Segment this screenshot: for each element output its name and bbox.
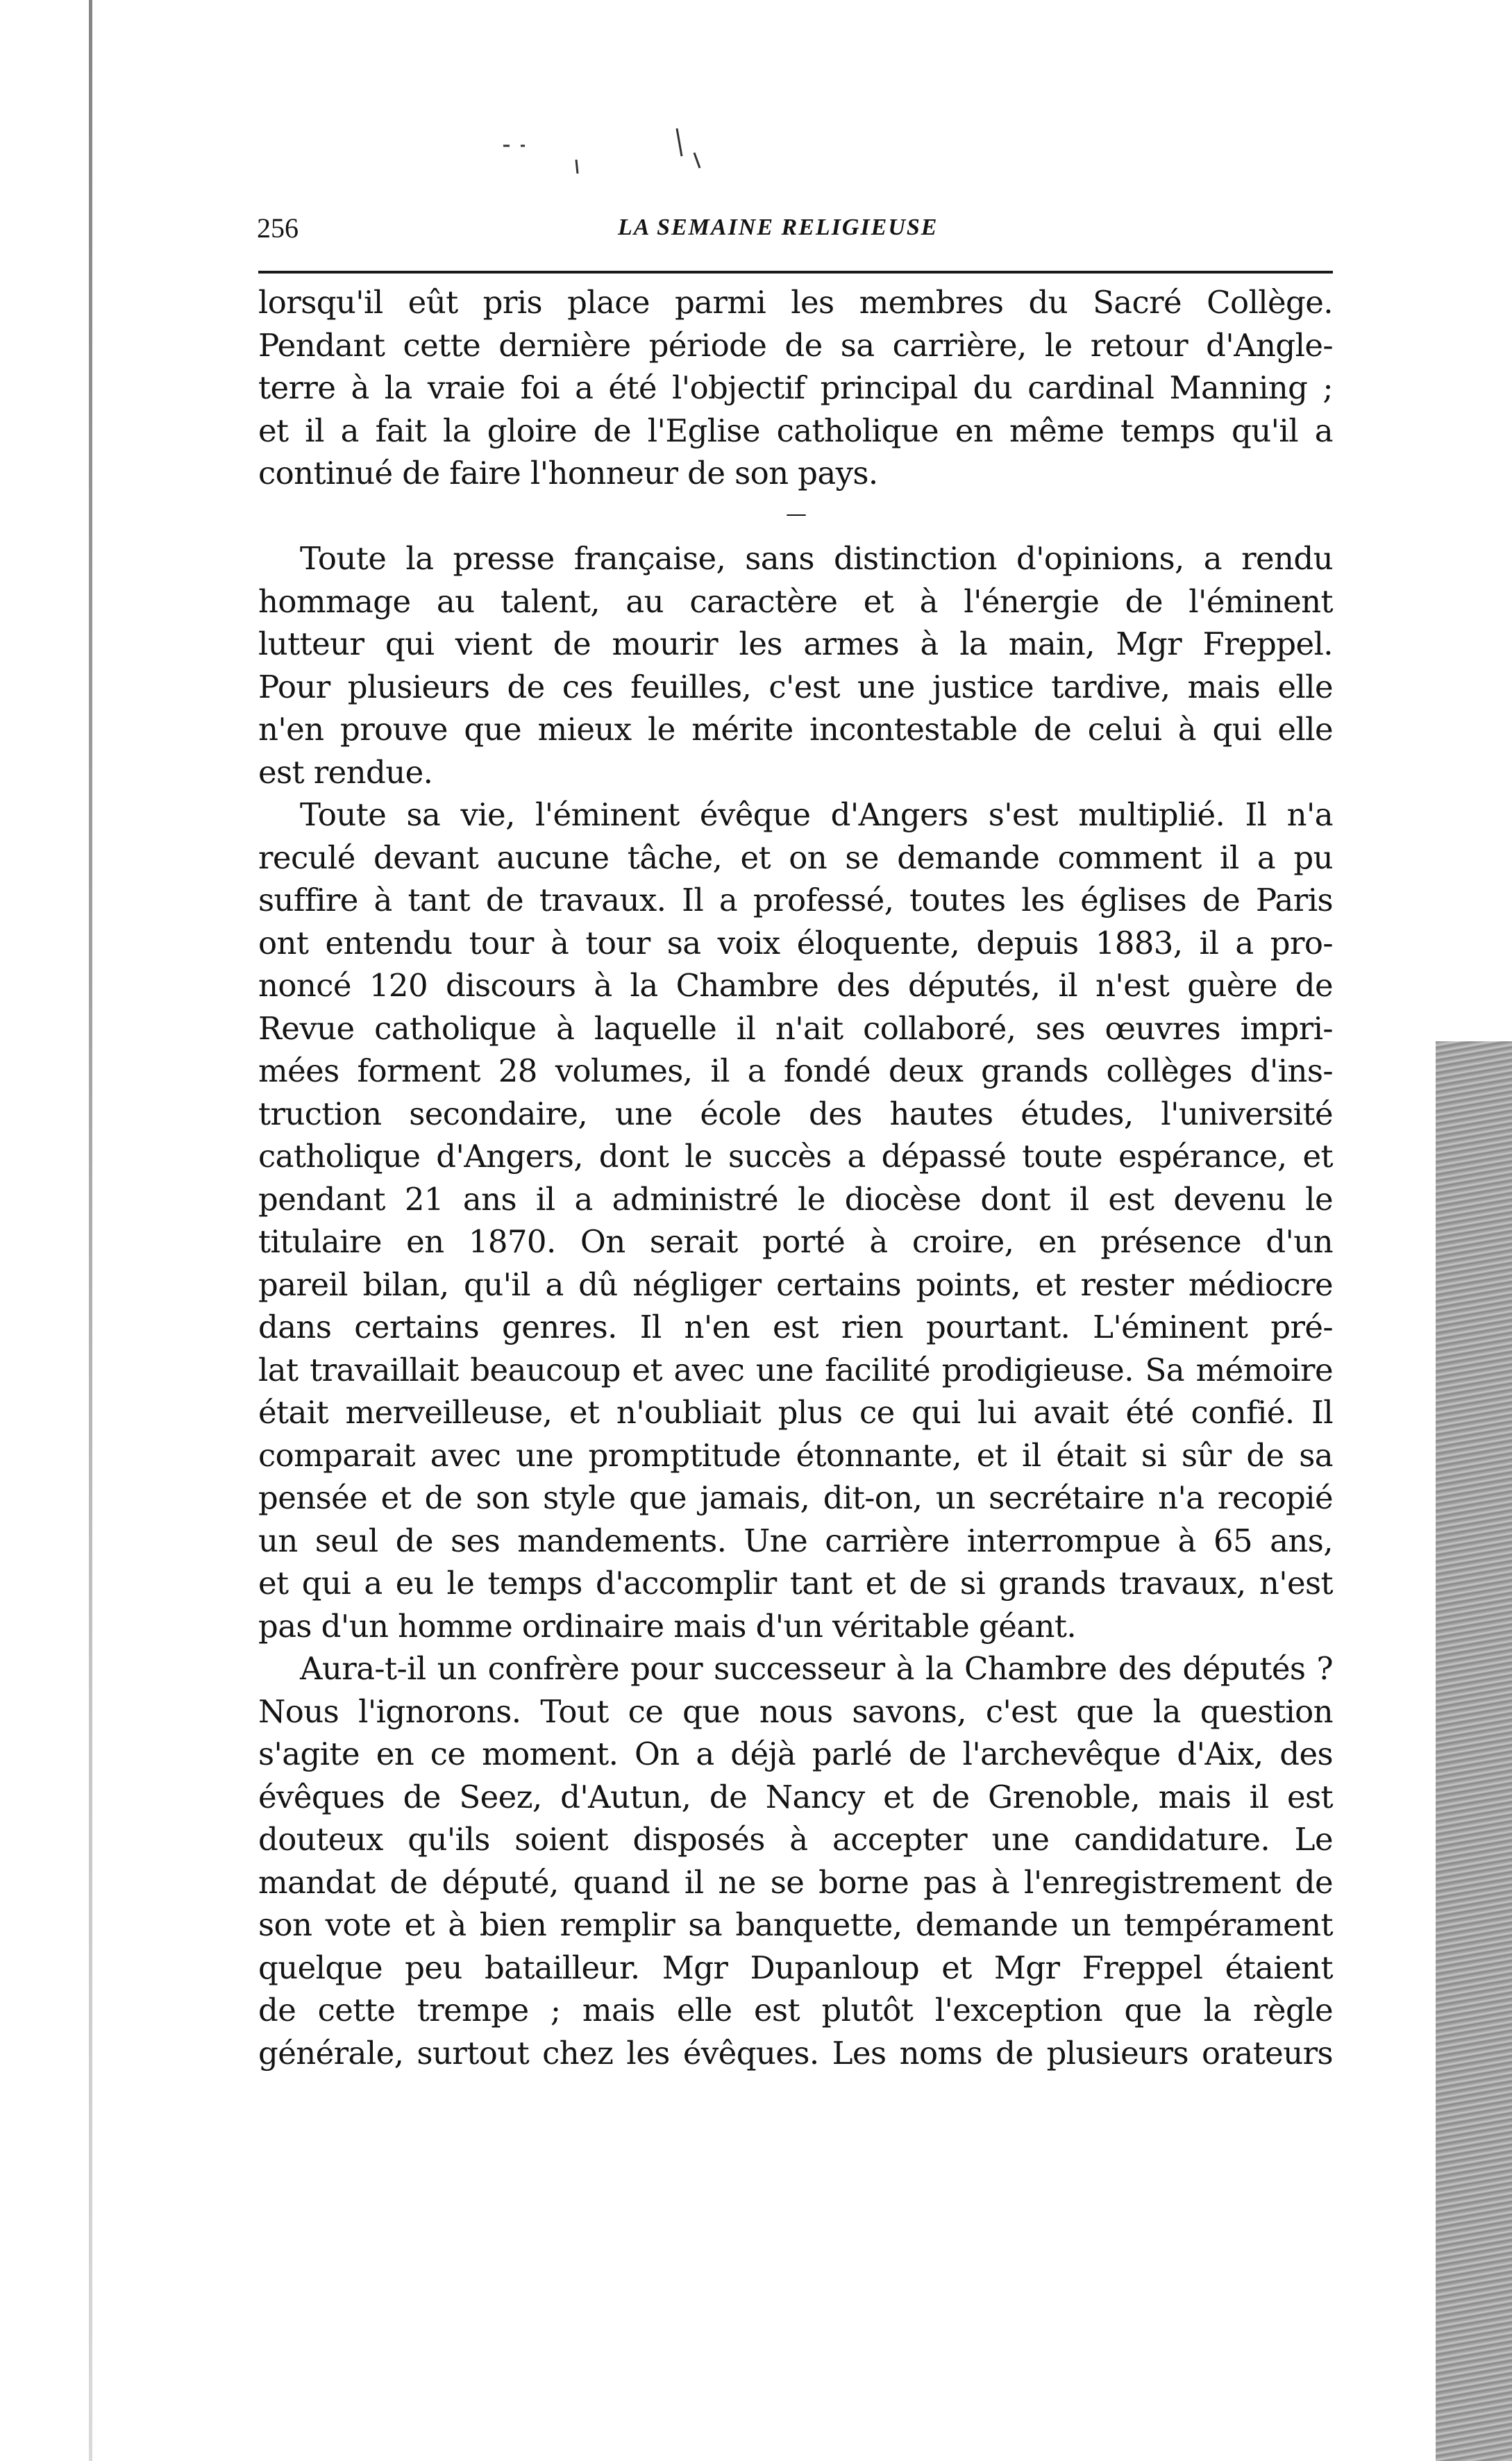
- text-line: son vote et à bien remplir sa banquette, demande un tempérament: [258, 1906, 1333, 1943]
- page-number: 256: [257, 212, 299, 244]
- text-line: noncé 120 discours à la Chambre des députés, il n'est guère de: [258, 967, 1333, 1004]
- text-line: et il a fait la gloire de l'Eglise catholique en même temps qu'il a: [258, 412, 1333, 449]
- text-line: pendant 21 ans il a administré le diocèse dont il est devenu le: [258, 1180, 1333, 1218]
- text-line: était merveilleuse, et n'oubliait plus ce qui lui avait été confié. Il: [258, 1394, 1333, 1431]
- text-line: truction secondaire, une école des hautes études, l'université: [258, 1095, 1333, 1132]
- text-line: douteux qu'ils soient disposés à accepter une candidature. Le: [258, 1821, 1333, 1858]
- text-line: mandat de député, quand il ne se borne pas à l'enregistrement de: [258, 1863, 1333, 1901]
- text-line: titulaire en 1870. On serait porté à croire, en présence d'un: [258, 1223, 1333, 1260]
- text-line: pas d'un homme ordinaire mais d'un véritable géant.: [258, 1607, 1077, 1645]
- text-line: hommage au talent, au caractère et à l'énergie de l'éminent: [258, 582, 1333, 620]
- text-line: pensée et de son style que jamais, dit-on, un secrétaire n'a recopié: [258, 1479, 1333, 1516]
- text-line: lat travaillait beaucoup et avec une facilité prodigieuse. Sa mémoire: [258, 1351, 1333, 1388]
- text-line: de cette trempe ; mais elle est plutôt l'exception que la règle: [258, 1992, 1333, 2029]
- text-line: Revue catholique à laquelle il n'ait collaboré, ses œuvres impri-: [258, 1009, 1333, 1047]
- text-line: Toute sa vie, l'éminent évêque d'Angers s'est multiplié. Il n'a: [300, 796, 1333, 833]
- text-line: s'agite en ce moment. On a déjà parlé de l'archevêque d'Aix, des: [258, 1736, 1333, 1772]
- header-rule: [258, 271, 1333, 274]
- text-line: et qui a eu le temps d'accomplir tant et de si grands travaux, n'est: [258, 1565, 1333, 1602]
- text-line: est rendue.: [258, 753, 433, 791]
- scan-left-edge: [89, 0, 92, 2461]
- text-line: Nous l'ignorons. Tout ce que nous savons, c'est que la question: [258, 1693, 1333, 1730]
- text-line: catholique d'Angers, dont le succès a dépassé toute espérance, et: [258, 1138, 1333, 1175]
- text-line: ont entendu tour à tour sa voix éloquente, depuis 1883, il a pro-: [258, 924, 1333, 961]
- text-line: continué de faire l'honneur de son pays.: [258, 455, 878, 492]
- text-line: lorsqu'il eût pris place parmi les membres du Sacré Collège.: [258, 284, 1333, 321]
- text-line: mées forment 28 volumes, il a fondé deux grands collèges d'ins-: [258, 1052, 1333, 1089]
- text-line: Pendant cette dernière période de sa carrière, le retour d'Angle-: [258, 326, 1333, 364]
- text-line: évêques de Seez, d'Autun, de Nancy et de Grenoble, mais il est: [258, 1778, 1333, 1815]
- text-line: pareil bilan, qu'il a dû négliger certains points, et rester médiocre: [258, 1266, 1333, 1303]
- text-line: n'en prouve que mieux le mérite incontestable de celui à qui elle: [258, 711, 1333, 748]
- text-line: reculé devant aucune tâche, et on se demande comment il a pu: [258, 839, 1333, 876]
- page-header: [257, 212, 1333, 253]
- text-line: dans certains genres. Il n'en est rien pourtant. L'éminent pré-: [258, 1309, 1333, 1345]
- running-title: LA SEMAINE RELIGIEUSE: [618, 215, 939, 240]
- text-line: Pour plusieurs de ces feuilles, c'est une justice tardive, mais elle: [258, 668, 1333, 705]
- text-line: suffire à tant de travaux. Il a professé, toutes les églises de Paris: [258, 882, 1333, 918]
- text-line: Aura-t-il un confrère pour successeur à la Chambre des députés ?: [300, 1650, 1333, 1687]
- text-line: lutteur qui vient de mourir les armes à la main, Mgr Freppel.: [258, 625, 1333, 662]
- section-separator: [258, 495, 1333, 538]
- scan-right-edge: [1436, 1041, 1512, 2461]
- separator-mark: —: [786, 501, 807, 526]
- stray-ink-marks: [500, 125, 736, 180]
- text-line: comparait avec une promptitude étonnante, et il était si sûr de sa: [258, 1436, 1333, 1474]
- text-line: quelque peu batailleur. Mgr Dupanloup et Mgr Freppel étaient: [258, 1949, 1333, 1986]
- body-text: [258, 281, 1333, 2074]
- text-line: générale, surtout chez les évêques. Les noms de plusieurs orateurs: [258, 2034, 1333, 2072]
- text-line: un seul de ses mandements. Une carrière interrompue à 65 ans,: [258, 1522, 1333, 1559]
- text-line: terre à la vraie foi a été l'objectif principal du cardinal Manning ;: [258, 369, 1333, 406]
- text-line: Toute la presse française, sans distinction d'opinions, a rendu: [300, 540, 1333, 577]
